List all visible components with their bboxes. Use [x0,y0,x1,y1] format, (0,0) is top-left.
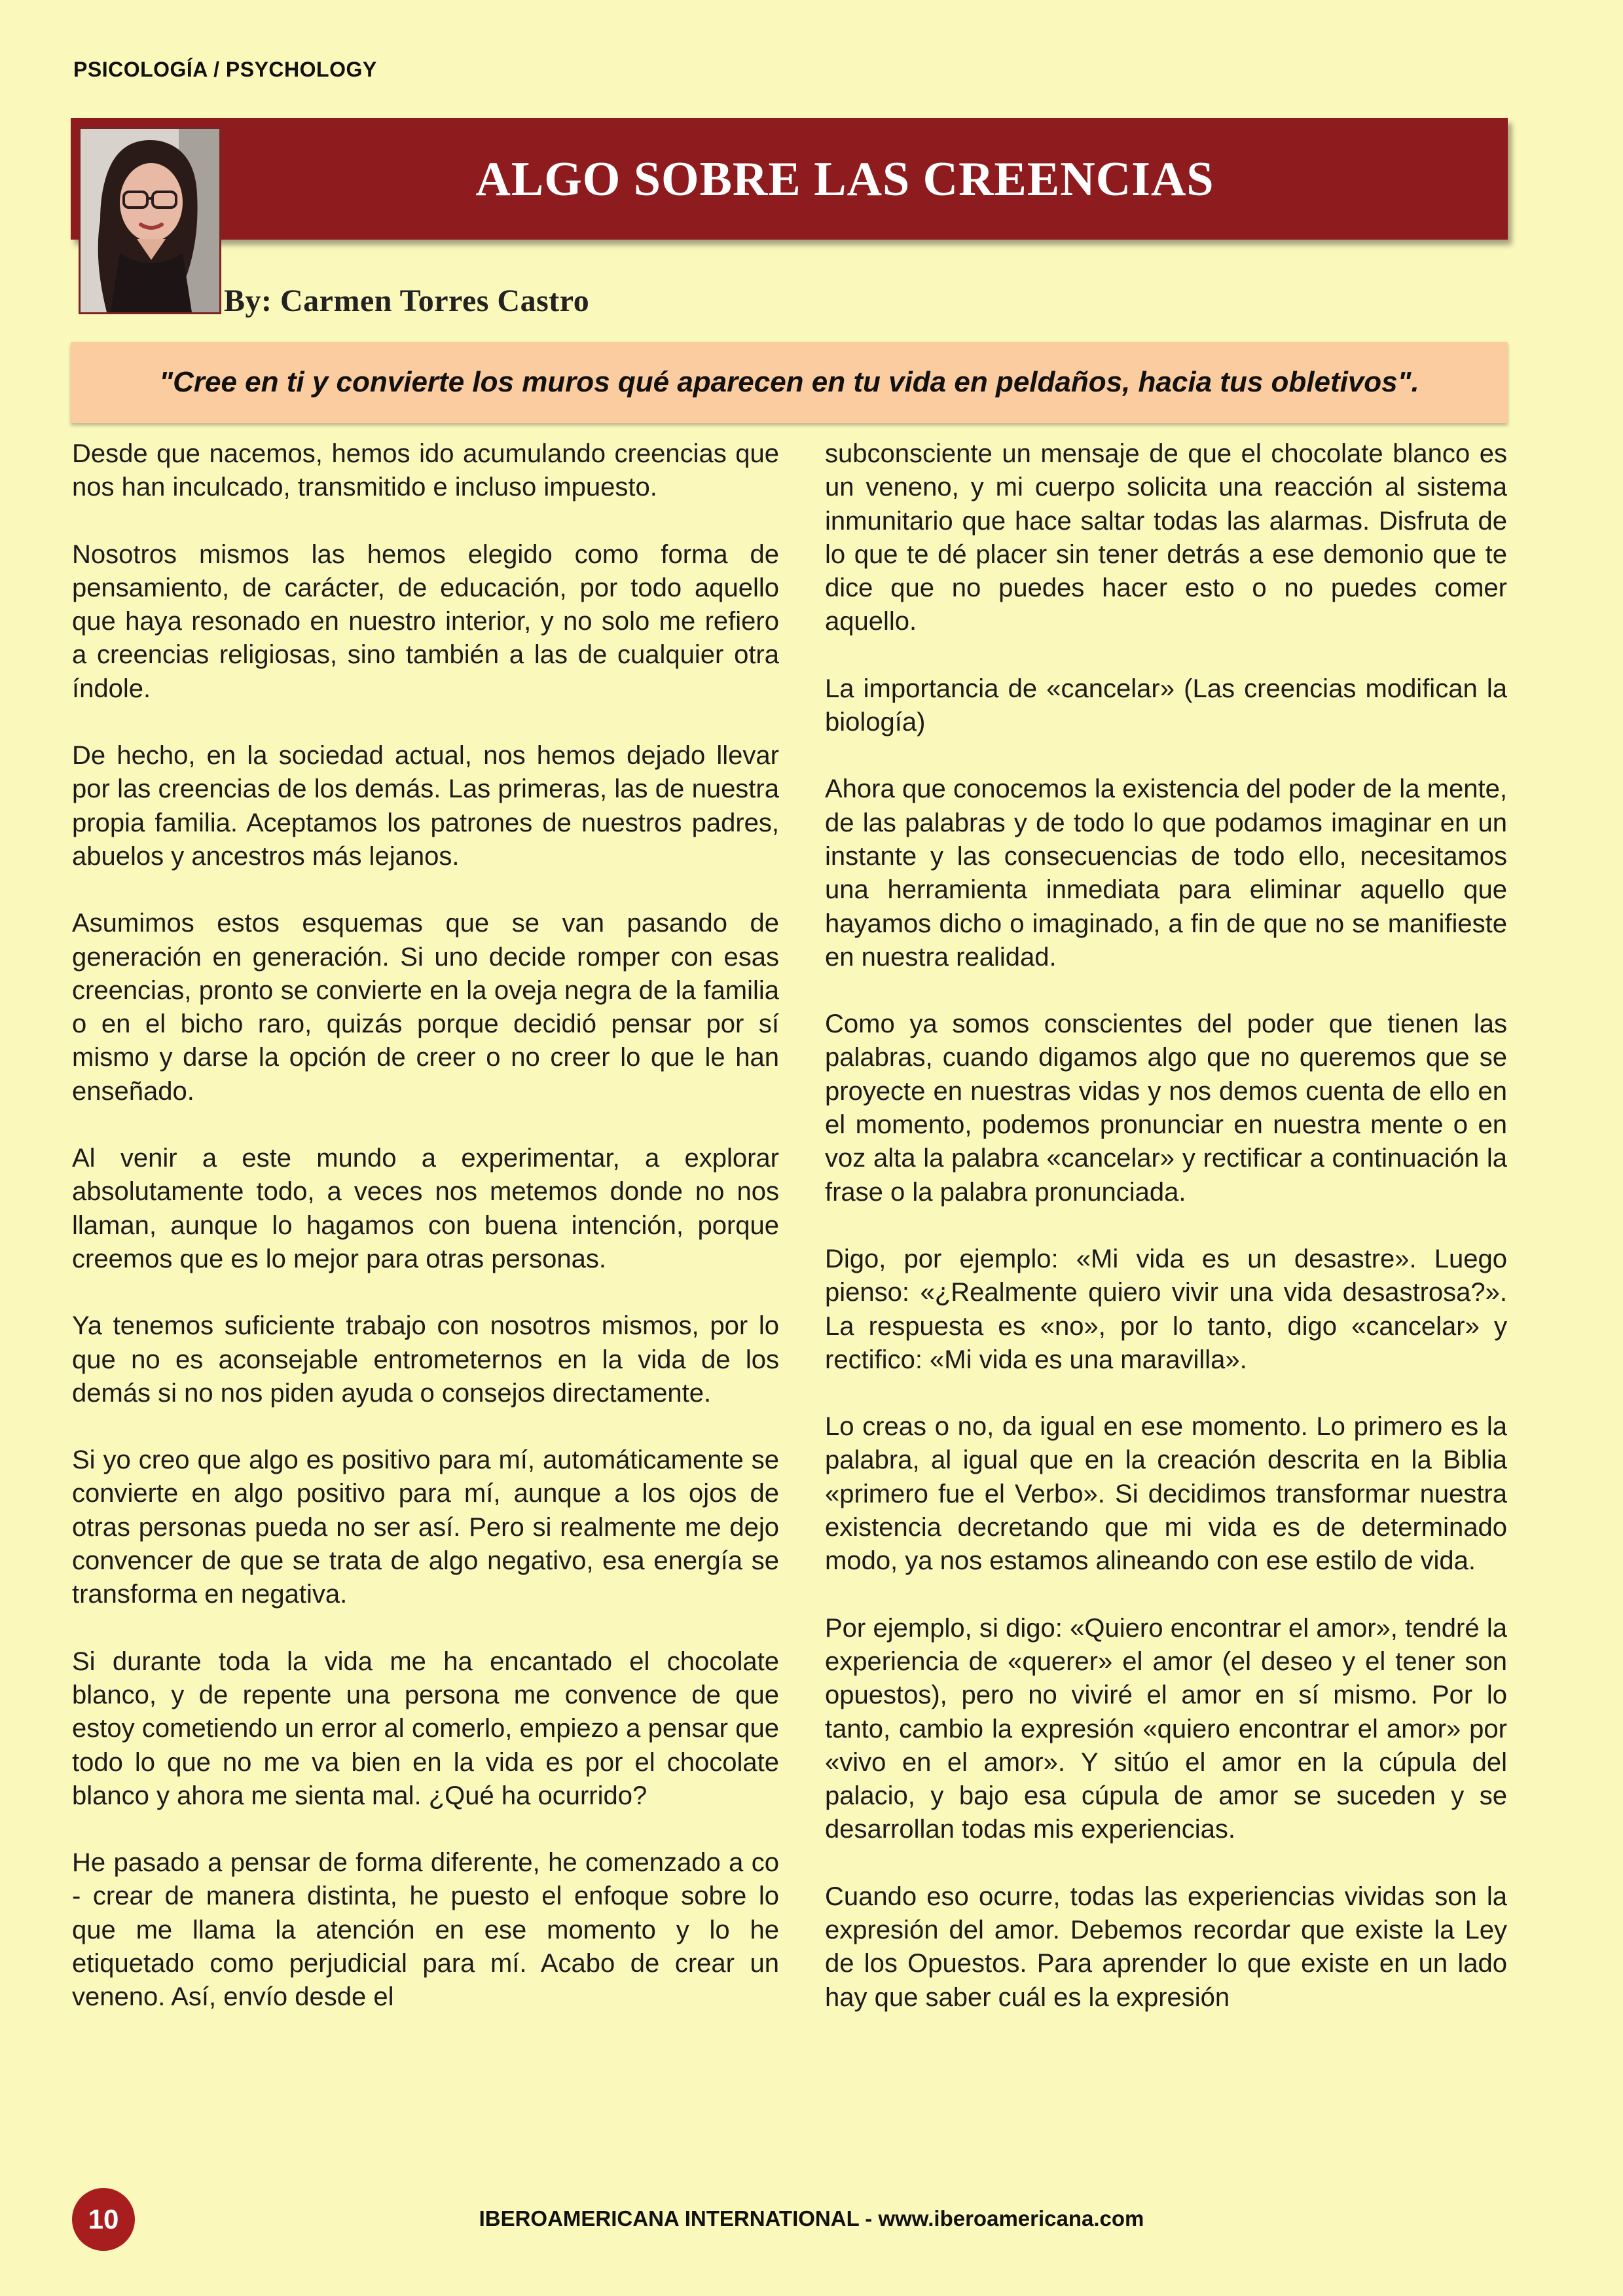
paragraph: De hecho, en la sociedad actual, nos hemos dejado llevar por las creencias de los demás. Las primeras, las de nuestra propia familia. Aceptamos los patrones de nuestros padres, abuelos y ancestros más lejanos. [72,741,779,871]
paragraph: Cuando eso ocurre, todas las experiencias vividas son la expresión del amor. Debemos recordar que existe la Ley de los Opuestos. Para aprender lo que existe en un lado hay que saber cuál es la expresión [825,1882,1507,2012]
subheading: La importancia de «cancelar» (Las creencias modifican la biología) [825,674,1507,737]
paragraph: Si yo creo que algo es positivo para mí, automáticamente se convierte en algo positivo para mí, aunque a los ojos de otras personas pueda no ser así. Pero si realmente me dejo convencer de que se trata de algo negativo, esa energía se transforma en negativa. [72,1446,779,1609]
footer-text: IBEROAMERICANA INTERNATIONAL - www.iberoamericana.com [479,2206,1144,2231]
author-photo [79,127,221,314]
paragraph: Desde que nacemos, hemos ido acumulando creencias que nos han inculcado, transmitido e incluso impuesto. [72,439,779,502]
paragraph: Si durante toda la vida me ha encantado el chocolate blanco, y de repente una persona me convence de que estoy cometiendo un error al comerlo, empiezo a pensar que todo lo que no me va bien en la vida es por el chocolate blanco y ahora me sienta mal. ¿Qué ha ocurrido? [72,1647,779,1810]
paragraph: subconsciente un mensaje de que el chocolate blanco es un veneno, y mi cuerpo solicita una reacción al sistema inmunitario que hace saltar todas las alarmas. Disfruta de lo que te dé placer sin tener detrás a ese demonio que te dice que no puedes hacer esto o no puedes comer aquello. [825,439,1507,636]
paragraph: Ya tenemos suficiente trabajo con nosotros mismos, por lo que no es aconsejable entrometernos en la vida de los demás si no nos piden ayuda o consejos directamente. [72,1311,779,1408]
paragraph: Como ya somos conscientes del poder que tienen las palabras, cuando digamos algo que no queremos que se proyecte en nuestras vidas y nos demos cuenta de ello en el momento, podemos pronunciar en nuestra mente o en voz alta la palabra «cancelar» y rectificar a continuación la frase o la palabra pronunciada. [825,1010,1507,1207]
author-portrait-image [81,129,219,312]
paragraph: Ahora que conocemos la existencia del poder de la mente, de las palabras y de todo lo que podamos imaginar en un instante y las consecuencias de todo ello, necesitamos una herramienta inmediata para eliminar aquello que hayamos dicho o imaginado, a fin de que no se manifieste en nuestra realidad. [825,774,1507,972]
page-number-badge: 10 [72,2188,135,2251]
author-byline: By: Carmen Torres Castro [224,283,590,318]
article-title: ALGO SOBRE LAS CREENCIAS [475,153,1214,206]
paragraph: Nosotros mismos las hemos elegido como forma de pensamiento, de carácter, de educación, por todo aquello que haya resonado en nuestro interior, y no solo me refiero a creencias religiosas, sino también a las de cualquier otra índole. [72,539,779,703]
title-banner [71,118,1508,240]
paragraph: Por ejemplo, si digo: «Quiero encontrar el amor», tendré la experiencia de «querer» el amor (el deseo y el tener son opuestos), pero no viviré el amor en sí mismo. Por lo tanto, cambio la expresión «quiero encontrar el amor» por «vivo en el amor». Y sitúo el amor en la cúpula del palacio, y bajo esa cúpula de amor se suceden y se desarrollan todas mis experiencias. [825,1613,1507,1844]
paragraph: Digo, por ejemplo: «Mi vida es un desastre». Luego pienso: «¿Realmente quiero vivir una vida desastrosa?». La respuesta es «no», por lo tanto, digo «cancelar» y rectifico: «Mi vida es una maravilla». [825,1244,1507,1374]
paragraph: Al venir a este mundo a experimentar, a explorar absolutamente todo, a veces nos metemos donde no nos llaman, aunque lo hagamos con buena intención, porque creemos que es lo mejor para otras personas. [72,1144,779,1273]
section-label: PSICOLOGÍA / PSYCHOLOGY [73,58,377,81]
paragraph: He pasado a pensar de forma diferente, he comenzado a co - crear de manera distinta, he puesto el enfoque sobre lo que me llama la atención en ese momento y lo he etiquetado como perjudicial para mí. Acabo de crear un veneno. Así, envío desde el [72,1848,779,2012]
paragraph: Asumimos estos esquemas que se van pasando de generación en generación. Si uno decide romper con esas creencias, pronto se convierte en la oveja negra de la familia o en el bicho raro, quizás porque decidió pensar por sí mismo y darse la opción de creer o no creer lo que le han enseñado. [72,909,779,1106]
article-column-left [72,437,779,2014]
article-column-right [825,437,1507,2014]
pull-quote-box [71,342,1508,423]
paragraph: Lo creas o no, da igual en ese momento. Lo primero es la palabra, al igual que en la creación descrita en la Biblia «primero fue el Verbo». Si decidimos transformar nuestra existencia decretando que mi vida es de determinado modo, ya nos estamos alineando con ese estilo de vida. [825,1412,1507,1576]
pull-quote: "Cree en ti y convierte los muros qué aparecen en tu vida en peldaños, hacia tus obletivos". [159,366,1419,398]
